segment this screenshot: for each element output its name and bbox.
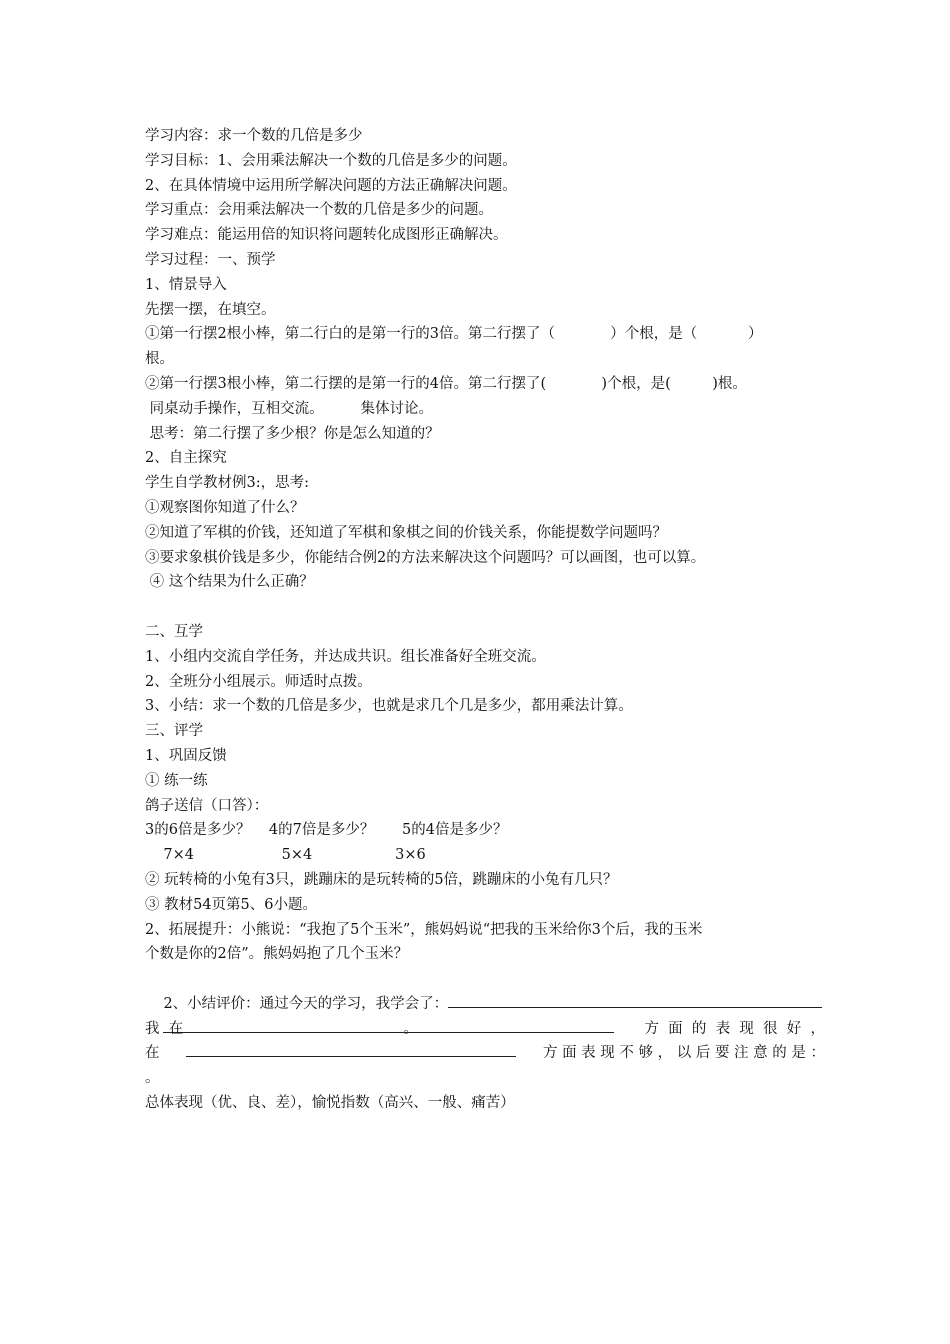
text-line: ③要求象棋价钱是多少，你能结合例2的方法来解决这个问题吗？可以画图，也可以算。 xyxy=(145,549,706,566)
text-line: 同桌动手操作，互相交流。 集体讨论。 xyxy=(145,400,433,417)
fill-blank[interactable] xyxy=(448,992,822,1008)
text-line: ①第一行摆2根小棒，第二行白的是第一行的3倍。第二行摆了（ ）个根，是（ ） xyxy=(145,326,763,343)
evaluation-improve-line xyxy=(145,1041,825,1066)
text-line: ② 玩转椅的小兔有3只，跳蹦床的是玩转椅的5倍，跳蹦床的小兔有几只？ xyxy=(145,871,618,888)
text-line: 2、全班分小组展示。师适时点拨。 xyxy=(145,673,372,690)
text-line: 7×4 5×4 3×6 xyxy=(145,847,426,864)
text-line: ④ 这个结果为什么正确？ xyxy=(145,574,314,591)
text-line: 鸽子送信（口答）： xyxy=(145,797,269,814)
text-line: 。 xyxy=(145,1070,160,1087)
label-wo-zai: 我 在 xyxy=(145,1020,184,1037)
text-line: 1、情景导入 xyxy=(145,276,227,293)
fill-blank[interactable] xyxy=(186,1041,516,1057)
text-line: 学习目标：1、会用乘法解决一个数的几倍是多少的问题。 xyxy=(145,152,517,169)
text-line: 思考：第二行摆了多少根？你是怎么知道的？ xyxy=(145,425,440,442)
fill-blank[interactable] xyxy=(214,1017,614,1033)
label-zai: 在 xyxy=(145,1045,160,1062)
period: 。 xyxy=(403,1020,418,1037)
summary-line xyxy=(145,967,825,1012)
section-heading: 三、评学 xyxy=(145,723,203,740)
text-line: 学习内容：求一个数的几倍是多少 xyxy=(145,128,363,144)
text-line: ①观察图你知道了什么？ xyxy=(145,499,305,516)
text-line: 2、在具体情境中运用所学解决问题的方法正确解决问题。 xyxy=(145,177,517,194)
text-line: 根。 xyxy=(145,351,174,368)
text-line: 3的6倍是多少？ 4的7倍是多少？ 5的4倍是多少？ xyxy=(145,822,508,839)
text-line: ③ 教材54页第5、6小题。 xyxy=(145,896,318,913)
text-line: 学习重点：会用乘法解决一个数的几倍是多少的问题。 xyxy=(145,202,493,219)
text-line: 个数是你的2倍”。熊妈妈抱了几个玉米？ xyxy=(145,946,409,963)
text-line: 1、小组内交流自学任务，并达成共识。组长准备好全班交流。 xyxy=(145,648,546,665)
text-line: 2、自主探究 xyxy=(145,450,227,467)
section-heading: 二、互学 xyxy=(145,623,203,640)
text-line: 学生自学教材例3:，思考: xyxy=(145,475,309,492)
text-line: 学习过程：一、预学 xyxy=(145,251,276,268)
document-page xyxy=(145,124,825,1116)
text-line: 先摆一摆，在填空。 xyxy=(145,301,276,318)
text-line: 3、小结：求一个数的几倍是多少，也就是求几个几是多少，都用乘法计算。 xyxy=(145,698,633,715)
label-improve: 方 面 表 现 不 够 ， 以 后 要 注 意 的 是 ： xyxy=(542,1045,825,1062)
text-line: 2、拓展提升：小熊说：“我抱了5个玉米”，熊妈妈说“把我的玉米给你3个后，我的玉米 xyxy=(145,921,703,938)
text-line: 学习难点：能运用倍的知识将问题转化成图形正确解决。 xyxy=(145,227,508,244)
label-good: 方 面 的 表 现 很 好 ， xyxy=(644,1020,825,1037)
summary-label: 2、小结评价：通过今天的学习，我学会了： xyxy=(163,995,449,1012)
text-line: ① 练一练 xyxy=(145,772,208,789)
blank-line xyxy=(145,595,825,620)
text-line: 1、巩固反馈 xyxy=(145,747,227,764)
text-line: ②第一行摆3根小棒，第二行摆的是第一行的4倍。第二行摆了( )个根，是( )根。 xyxy=(145,375,747,392)
text-line: ②知道了军棋的价钱，还知道了军棋和象棋之间的价钱关系，你能提数学问题吗？ xyxy=(145,524,667,541)
text-line: 总体表现（优、良、差），愉悦指数（高兴、一般、痛苦） xyxy=(145,1095,515,1112)
